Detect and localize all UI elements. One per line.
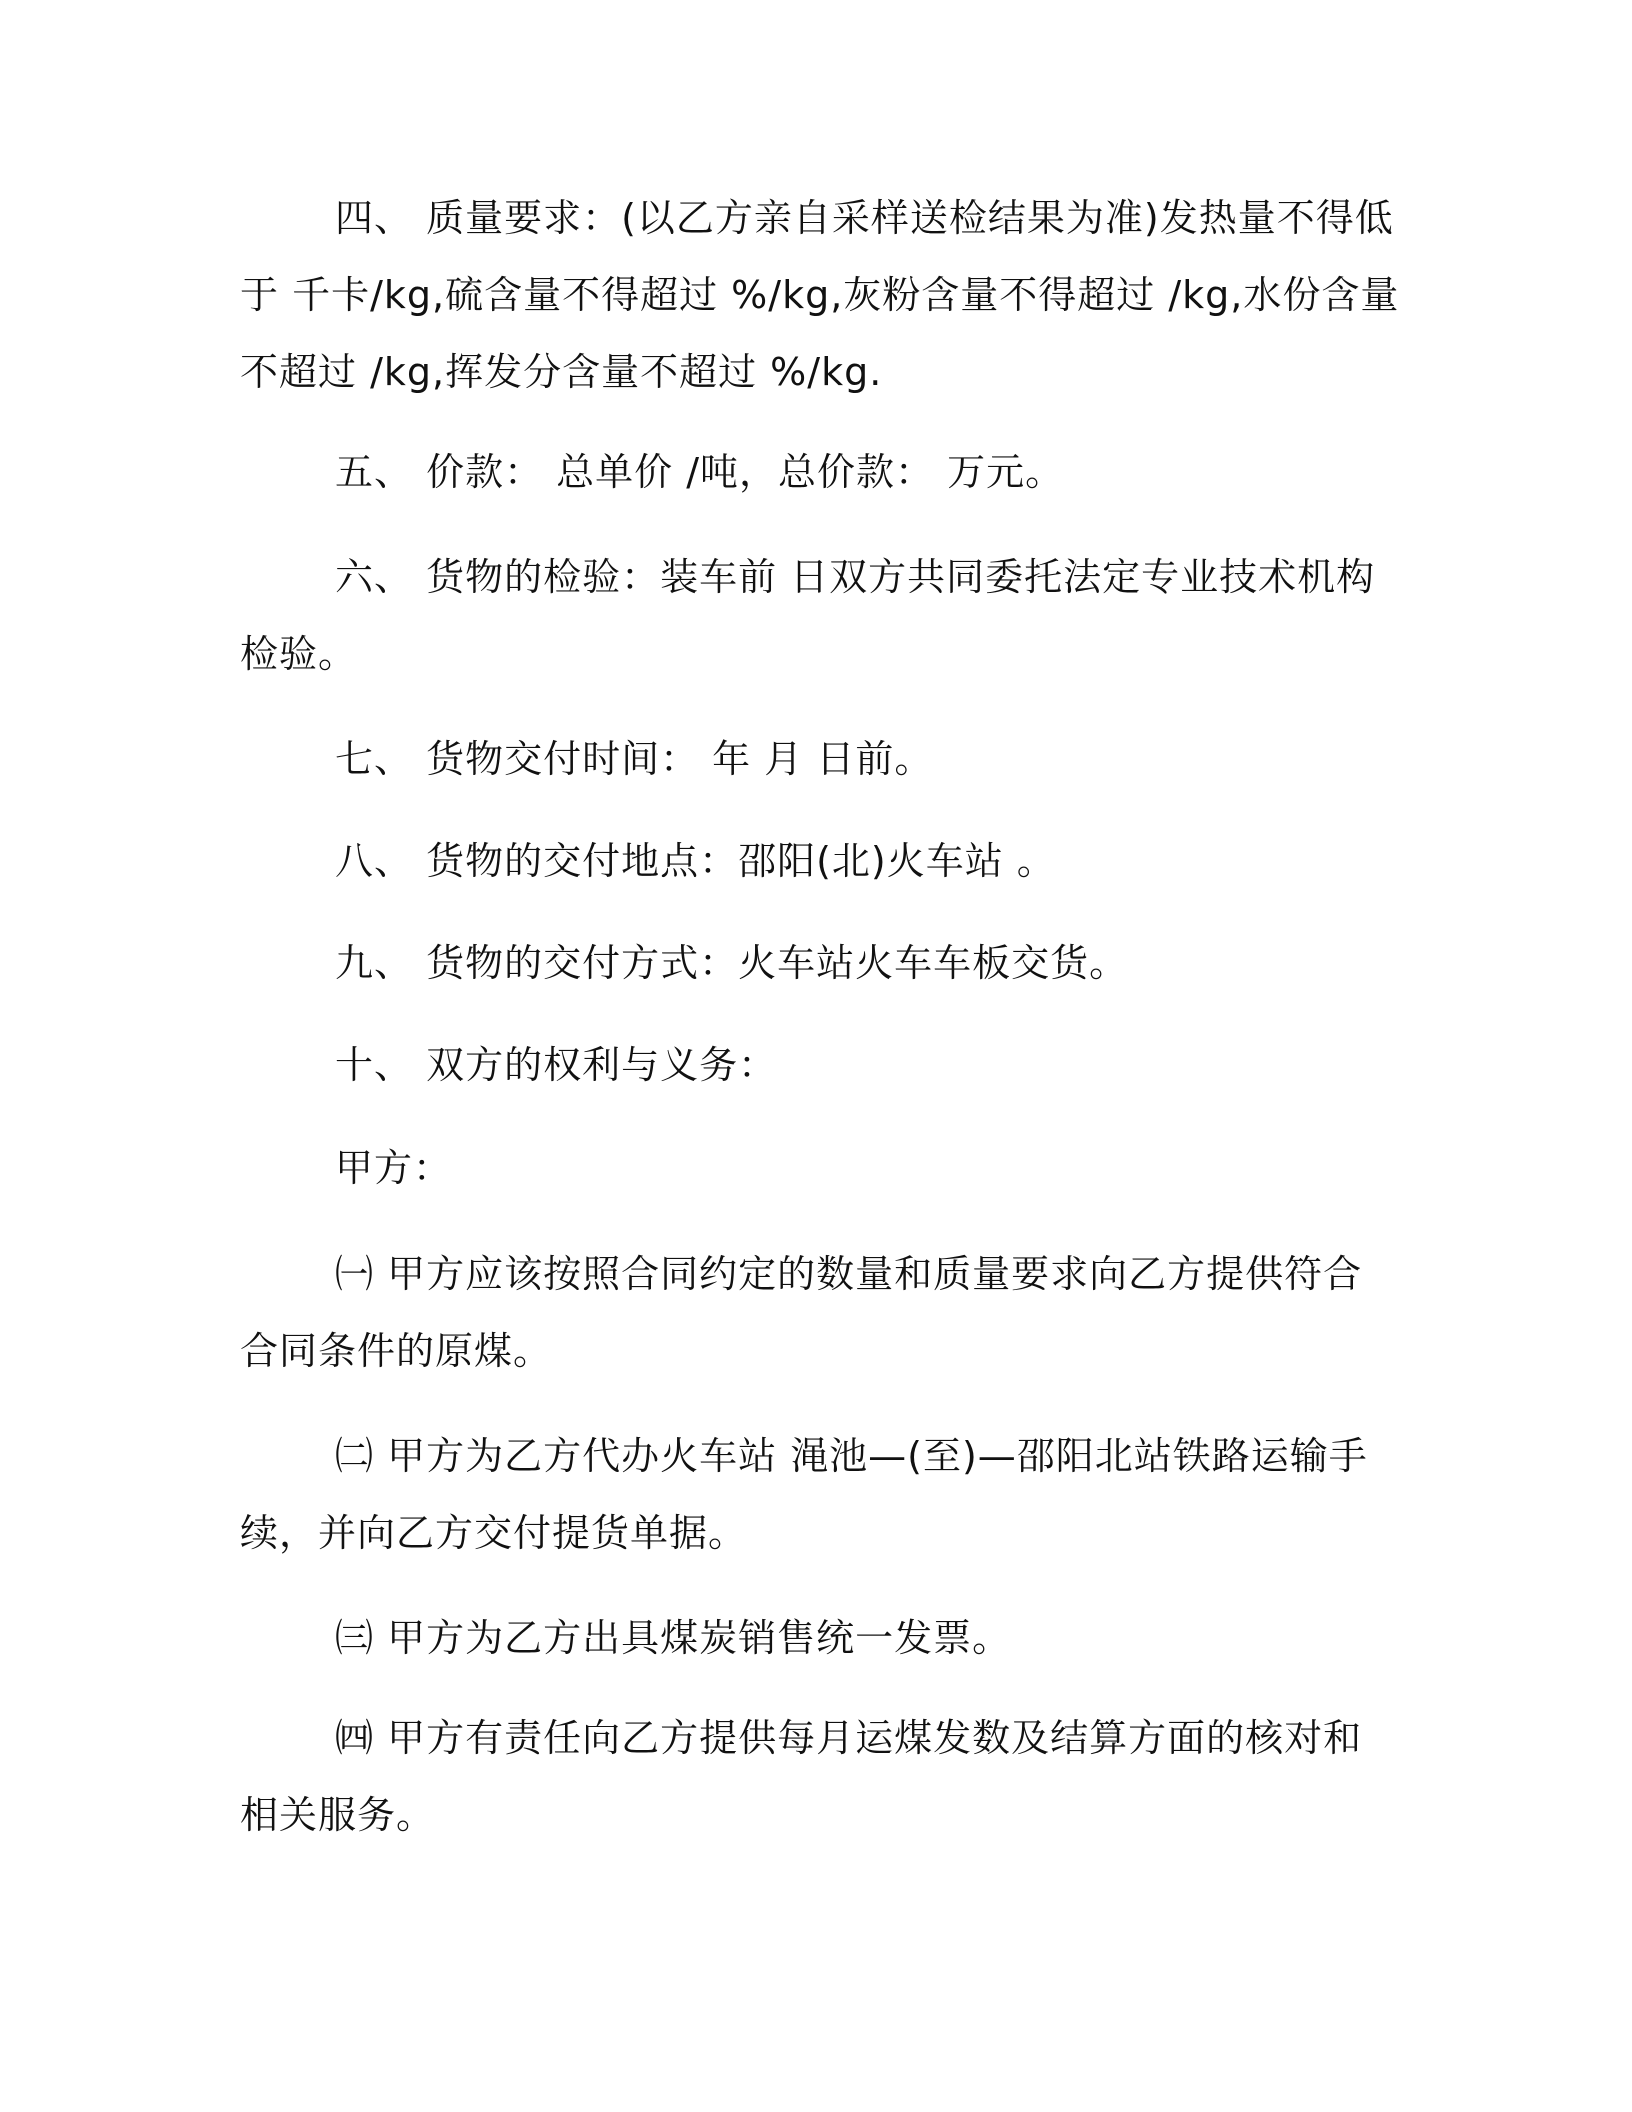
party-a-item-3: ㈢ 甲方为乙方出具煤炭销售统一发票。	[335, 1616, 1012, 1660]
clause-6-inspection: 六、 货物的检验：装车前 日双方共同委托法定专业技术机构检验。	[240, 555, 1376, 676]
clause-8-delivery-place: 八、 货物的交付地点：邵阳(北)火车站 。	[335, 839, 1056, 883]
party-a-item-2: ㈡ 甲方为乙方代办火车站 渑池—(至)—邵阳北站铁路运输手续，并向乙方交付提货单据。	[240, 1434, 1368, 1555]
clause-4-quality: 四、 质量要求：(以乙方亲自采样送检结果为准)发热量不得低于 千卡/kg,硫含量不得超过 %/kg,灰粉含量不得超过 /kg,水份含量不超过 /kg,挥发分含量不超过 %/kg.	[240, 196, 1400, 394]
clause-9-delivery-method: 九、 货物的交付方式：火车站火车车板交货。	[335, 941, 1129, 985]
clause-5-price: 五、 价款： 总单价 /吨，总价款： 万元。	[335, 450, 1065, 494]
party-a-heading: 甲方：	[335, 1146, 453, 1190]
clause-10-rights-obligations: 十、 双方的权利与义务：	[335, 1043, 778, 1087]
party-a-item-4: ㈣ 甲方有责任向乙方提供每月运煤发数及结算方面的核对和相关服务。	[240, 1716, 1363, 1837]
party-a-item-1: ㈠ 甲方应该按照合同约定的数量和质量要求向乙方提供符合合同条件的原煤。	[240, 1252, 1363, 1373]
clause-7-delivery-time: 七、 货物交付时间： 年 月 日前。	[335, 737, 934, 781]
